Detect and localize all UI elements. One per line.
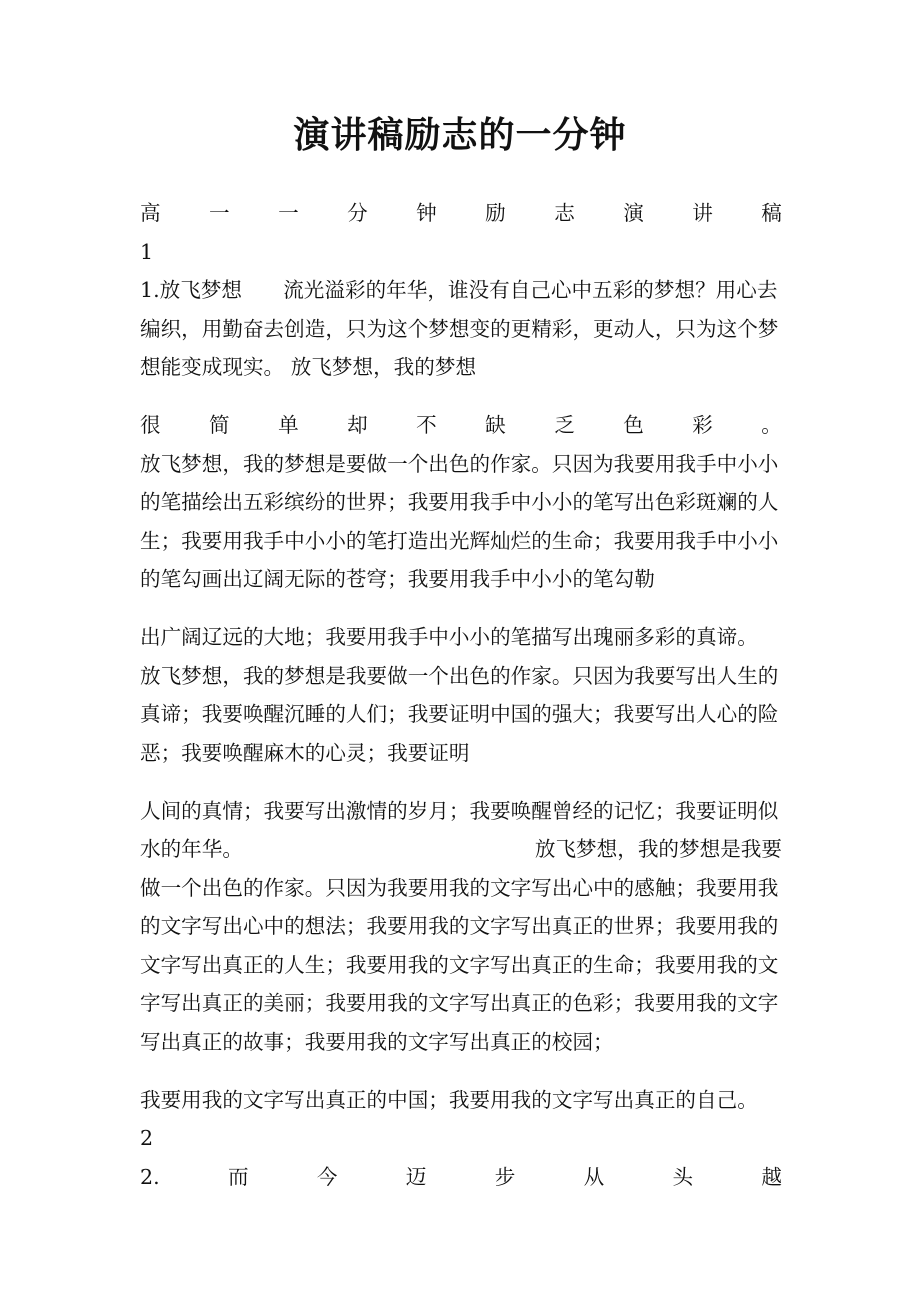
text-char: 一 <box>209 201 230 225</box>
text-char: 高 <box>140 201 161 225</box>
text-line: 字写出真正的美丽；我要用我的文字写出真正的色彩；我要用我的文字 <box>140 991 779 1015</box>
text-line <box>140 830 782 869</box>
text-char: 分 <box>347 201 368 225</box>
text-line: 出广阔辽远的大地；我要用我手中小小的笔描写出瑰丽多彩的真谛。 <box>140 625 758 649</box>
text-line: 的文字写出心中的想法；我要用我的文字写出真正的世界；我要用我的 <box>140 914 779 938</box>
text-char: 今 <box>316 1164 338 1189</box>
text-line: 放飞梦想，我的梦想是我要做一个出色的作家。只因为我要写出人生的 <box>140 663 779 688</box>
text-char: 单 <box>278 413 299 437</box>
text-line: 的笔描绘出五彩缤纷的世界；我要用我手中小小的笔写出色彩斑斓的人 <box>140 490 779 514</box>
text-line: 真谛；我要唤醒沉睡的人们；我要证明中国的强大；我要写出人心的险 <box>140 702 779 726</box>
text-char: 缺 <box>485 413 506 437</box>
text-char: 志 <box>554 201 575 225</box>
text-fragment: 水的年华。 <box>140 837 243 861</box>
text-char: 稿 <box>761 201 782 225</box>
text-line: 写出真正的故事；我要用我的文字写出真正的校园； <box>140 1029 614 1054</box>
paragraph <box>140 618 782 772</box>
document-body <box>140 194 782 1216</box>
paragraph <box>140 194 782 387</box>
text-fragment: 放飞梦想，我的梦想是我要 <box>534 837 782 861</box>
text-char: 步 <box>494 1164 516 1189</box>
text-line <box>140 406 782 445</box>
text-char: 钟 <box>416 201 437 225</box>
text-line: 做一个出色的作家。只因为我要用我的文字写出心中的感触；我要用我 <box>140 875 779 900</box>
paragraph <box>140 792 782 1062</box>
text-char: 色 <box>623 413 644 437</box>
text-char: 而 <box>227 1164 249 1189</box>
document-title: 演讲稿励志的一分钟 <box>293 114 627 156</box>
paragraph <box>140 406 782 599</box>
paragraph <box>140 1081 782 1197</box>
text-char: 越 <box>761 1164 782 1189</box>
section-number: 2 <box>140 1126 154 1150</box>
text-char: 头 <box>672 1164 694 1189</box>
text-char: 演 <box>623 201 644 225</box>
text-char: 一 <box>278 201 299 225</box>
section-number: 1 <box>140 239 154 264</box>
text-line: 我要用我的文字写出真正的中国；我要用我的文字写出真正的自己。 <box>140 1087 758 1112</box>
text-char: 迈 <box>405 1164 427 1189</box>
section-heading <box>140 194 782 233</box>
text-line: 想能变成现实。 放飞梦想，我的梦想 <box>140 355 477 379</box>
text-char: 乏 <box>554 413 575 437</box>
text-char: 很 <box>140 413 161 437</box>
text-char: 简 <box>209 413 230 437</box>
text-line: 恶；我要唤醒麻木的心灵；我要证明 <box>140 740 470 765</box>
section-heading <box>140 1158 782 1197</box>
text-char: 2. <box>140 1164 160 1189</box>
text-line: 的笔勾画出辽阔无际的苍穹；我要用我手中小小的笔勾勒 <box>140 567 655 591</box>
text-char: 却 <box>347 413 368 437</box>
text-char: 励 <box>485 201 506 225</box>
text-char: 彩 <box>692 413 713 437</box>
text-line: 生；我要用我手中小小的笔打造出光辉灿烂的生命；我要用我手中小小 <box>140 528 779 553</box>
text-line: 编织，用勤奋去创造，只为这个梦想变的更精彩，更动人，只为这个梦 <box>140 316 779 341</box>
text-char: 从 <box>583 1164 605 1189</box>
text-char: 。 <box>761 413 782 437</box>
text-char: 讲 <box>692 201 713 225</box>
text-line: 1.放飞梦想 流光溢彩的年华，谁没有自己心中五彩的梦想？用心去 <box>140 278 778 302</box>
text-line: 人间的真情；我要写出激情的岁月；我要唤醒曾经的记忆；我要证明似 <box>140 798 779 823</box>
text-char: 不 <box>416 413 437 437</box>
text-line: 放飞梦想，我的梦想是要做一个出色的作家。只因为我要用我手中小小 <box>140 451 779 476</box>
text-line: 文字写出真正的人生；我要用我的文字写出真正的生命；我要用我的文 <box>140 952 779 977</box>
